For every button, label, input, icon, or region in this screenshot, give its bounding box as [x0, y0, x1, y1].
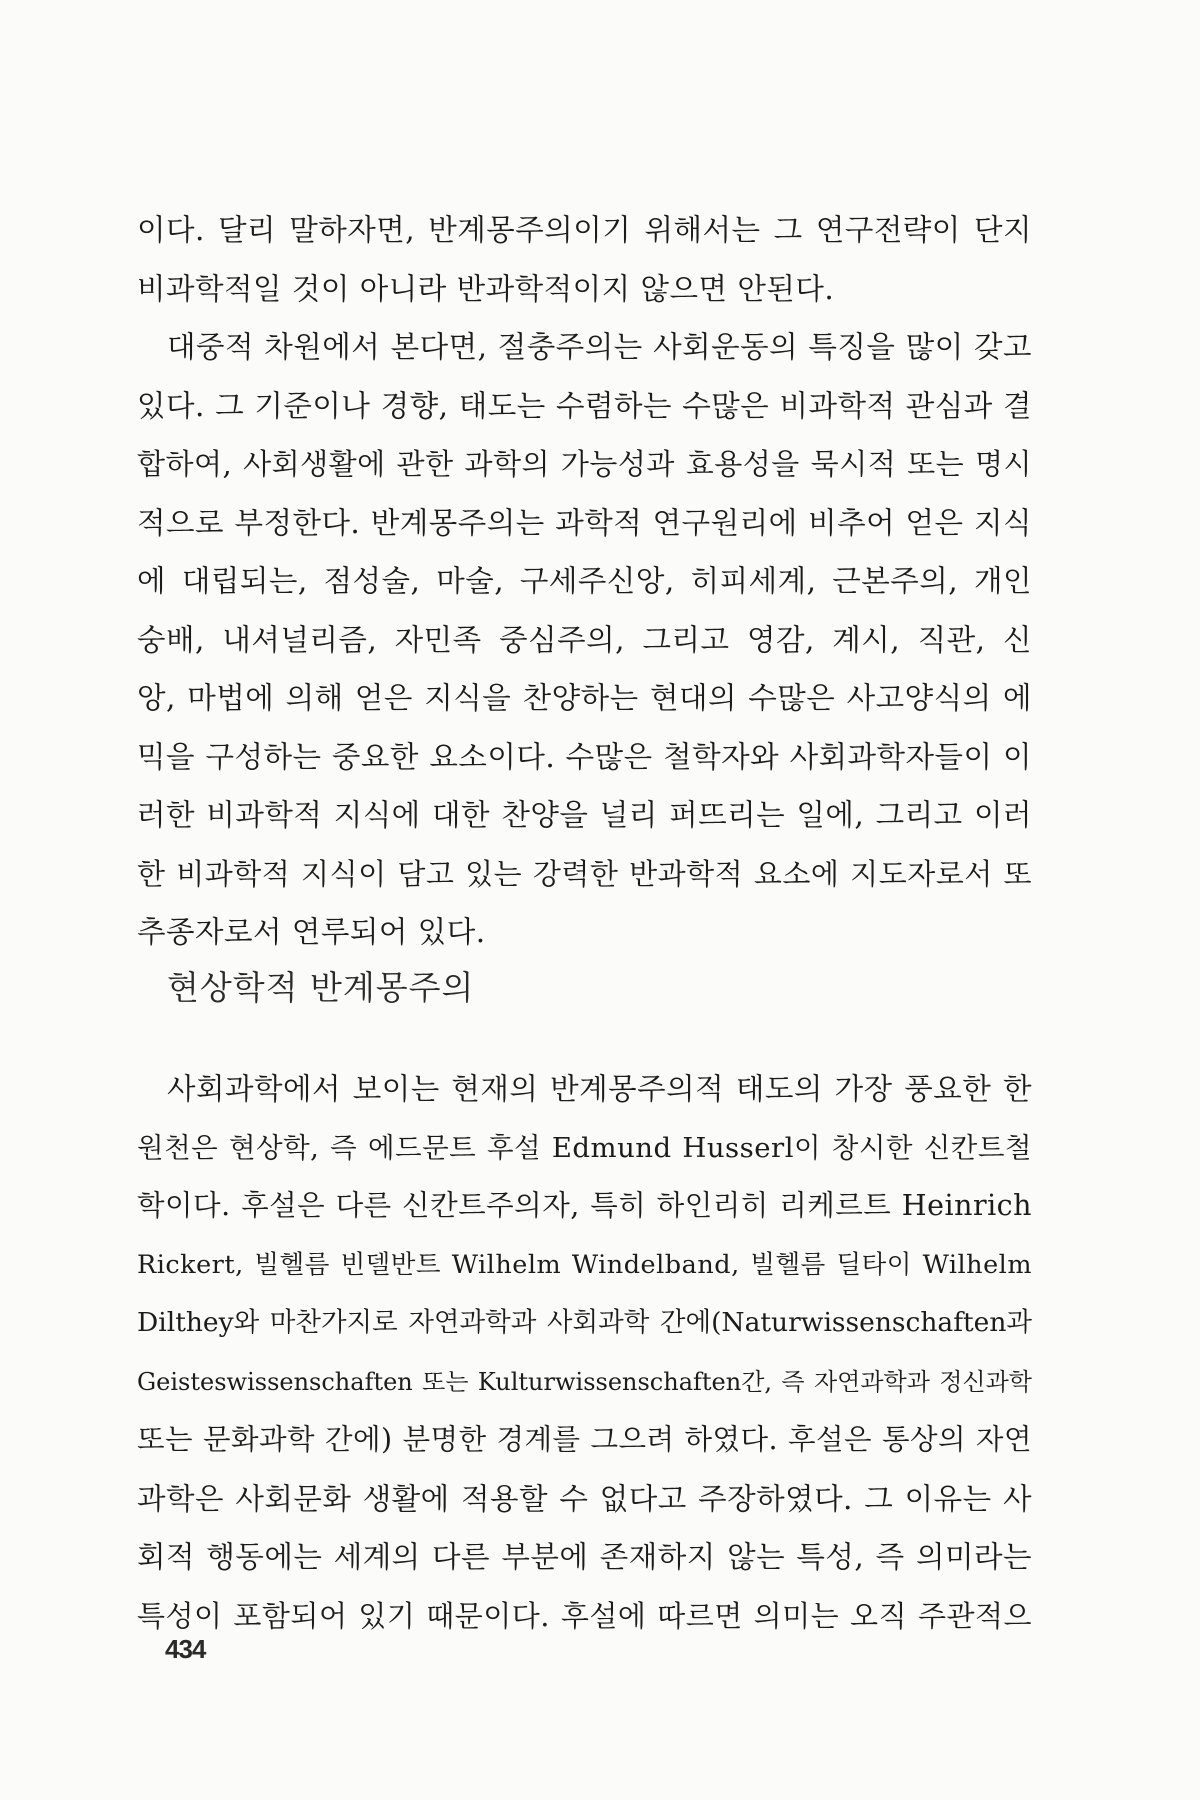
paragraph-continuation [137, 201, 1032, 318]
text-line: 특성이 포함되어 있기 때문이다. 후설에 따르면 의미는 오직 주관적으 [137, 1598, 1032, 1633]
text-line: 비과학적일 것이 아니라 반과학적이지 않으면 안된다. [137, 271, 835, 306]
paragraph-phenomenology [137, 1060, 1032, 1645]
text-line: 회적 행동에는 세계의 다른 부분에 존재하지 않는 특성, 즉 의미라는 [137, 1540, 1032, 1574]
paragraph-eclecticism [137, 318, 1032, 962]
text-line: 한 비과학적 지식이 담고 있는 강력한 반과학적 요소에 지도자로서 또 [137, 856, 1032, 891]
text-line: 앙, 마법에 의해 얻은 지식을 찬양하는 현대의 수많은 사고양식의 에 [137, 681, 1032, 715]
text-line: Geisteswissenschaften 또는 Kulturwissenschaften간, 즉 자연과학과 정신과학 [137, 1367, 1032, 1396]
text-line: 있다. 그 기준이나 경향, 태도는 수렴하는 수많은 비과학적 관심과 결 [137, 388, 1032, 423]
text-line: 숭배, 내셔널리즘, 자민족 중심주의, 그리고 영감, 계시, 직관, 신 [137, 622, 1032, 657]
text-line: 에 대립되는, 점성술, 마술, 구세주신앙, 히피세계, 근본주의, 개인 [137, 564, 1032, 598]
text-line: 믹을 구성하는 중요한 요소이다. 수많은 철학자와 사회과학자들이 이 [137, 739, 1032, 774]
text-line: 추종자로서 연루되어 있다. [137, 915, 486, 949]
text-line: 과학은 사회문화 생활에 적용할 수 없다고 주장하였다. 그 이유는 사 [137, 1481, 1032, 1516]
text-line: 러한 비과학적 지식에 대한 찬양을 널리 퍼뜨리는 일에, 그리고 이러 [137, 798, 1032, 832]
text-line: 이다. 달리 말하자면, 반계몽주의이기 위해서는 그 연구전략이 단지 [137, 213, 1032, 247]
page-number: 434 [165, 1634, 206, 1664]
text-line: 원천은 현상학, 즉 에드문트 후설 Edmund Husserl이 창시한 신칸트철 [137, 1131, 1032, 1164]
text-line: Dilthey와 마찬가지로 자연과학과 사회과학 간에(Naturwissenschaften과 [137, 1307, 1032, 1338]
text-line: 사회과학에서 보이는 현재의 반계몽주의적 태도의 가장 풍요한 한 [167, 1072, 1032, 1106]
text-line: 적으로 부정한다. 반계몽주의는 과학적 연구원리에 비추어 얻은 지식 [137, 505, 1032, 540]
text-line: 합하여, 사회생활에 관한 과학의 가능성과 효용성을 묵시적 또는 명시 [137, 447, 1032, 481]
text-line: 학이다. 후설은 다른 신칸트주의자, 특히 하인리히 리케르트 Heinrich [137, 1189, 1032, 1222]
text-line: 대중적 차원에서 본다면, 절충주의는 사회운동의 특징을 많이 갖고 [167, 330, 1032, 364]
text-line: 또는 문화과학 간에) 분명한 경계를 그으려 하였다. 후설은 통상의 자연 [137, 1423, 1032, 1456]
section-heading: 현상학적 반계몽주의 [167, 968, 475, 1007]
text-line: Rickert, 빌헬름 빈델반트 Wilhelm Windelband, 빌헬름 딜타이 Wilhelm [137, 1249, 1032, 1280]
